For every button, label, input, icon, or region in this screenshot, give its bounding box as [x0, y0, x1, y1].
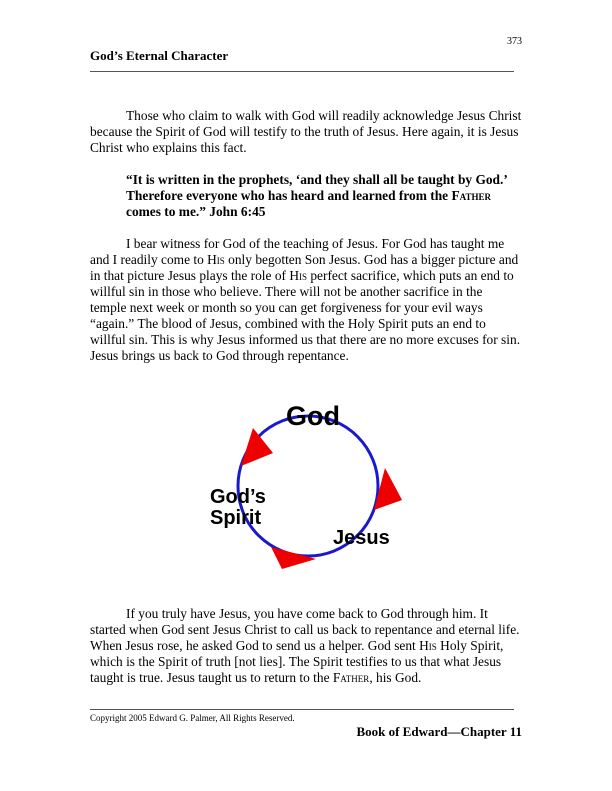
p3-father: Father: [332, 670, 370, 685]
p3-text-1: If you truly have Jesus, you have come back to God through him. It started when God sent Jesus Christ to call us back to repentance and eternal life. When Jesus rose, he asked God to send us a helper. God sent: [90, 606, 520, 653]
diagram-label-jesus: Jesus: [333, 527, 390, 549]
diagram-label-spirit-line2: Spirit: [210, 507, 262, 529]
page-number: 373: [507, 36, 522, 47]
arrow-upper-left: [241, 428, 273, 466]
quote-text-after: comes to me.” John 6:45: [126, 204, 266, 219]
paragraph-2: [90, 236, 522, 364]
p2-text-1: I bear witness for God of the teaching of Jesus. For God has taught me and I readily come to: [90, 236, 505, 267]
quote-father: Father: [451, 188, 491, 203]
scripture-quote: [126, 172, 516, 220]
p2-his-2: His: [289, 268, 308, 283]
paragraph-1: Those who claim to walk with God will readily acknowledge Jesus Christ because the Spirit of God will testify to the truth of Jesus. Here again, it is Jesus Christ who explains this fact.: [90, 108, 522, 155]
trinity-cycle-diagram: [200, 396, 420, 586]
quote-text-before: “It is written in the prophets, ‘and they shall all be taught by God.’ Therefore everyone who has heard and learned from the: [126, 172, 507, 203]
p2-text-2: only begotten Son Jesus. God has a bigger picture and in that picture Jesus plays the role of: [90, 252, 519, 283]
footer-rule: [90, 709, 514, 710]
running-header: God’s Eternal Character: [90, 48, 229, 63]
p2-his-1: His: [207, 252, 225, 267]
diagram-label-god: God: [286, 401, 340, 431]
copyright-notice: Copyright 2005 Edward G. Palmer, All Rights Reserved.: [90, 713, 295, 723]
footer-book-title: Book of Edward—Chapter 11: [356, 724, 522, 739]
arrow-bottom: [271, 547, 316, 569]
paragraph-3: [90, 606, 522, 686]
p2-text-3: perfect sacrifice, which puts an end to willful sin in those who believe. There will not be another sacrifice in the temple next week or month so you can get forgiveness for your evil ways “again.” The blood of Jesus, combined with the Holy Spirit puts an end to willful sin. This is why Jesus informed us that there are no more excuses for sin. Jesus brings us back to God through repentance.: [90, 268, 521, 363]
p3-his: His: [419, 638, 437, 653]
header-rule: [90, 71, 514, 72]
p3-text-2: Holy Spirit, which is the Spirit of truth [not lies]. The Spirit testifies to us that what Jesus taught is true. Jesus taught us to return to the: [90, 638, 504, 685]
diagram-label-spirit-line1: God’s: [210, 486, 266, 508]
p3-text-3: , his God.: [369, 670, 422, 685]
